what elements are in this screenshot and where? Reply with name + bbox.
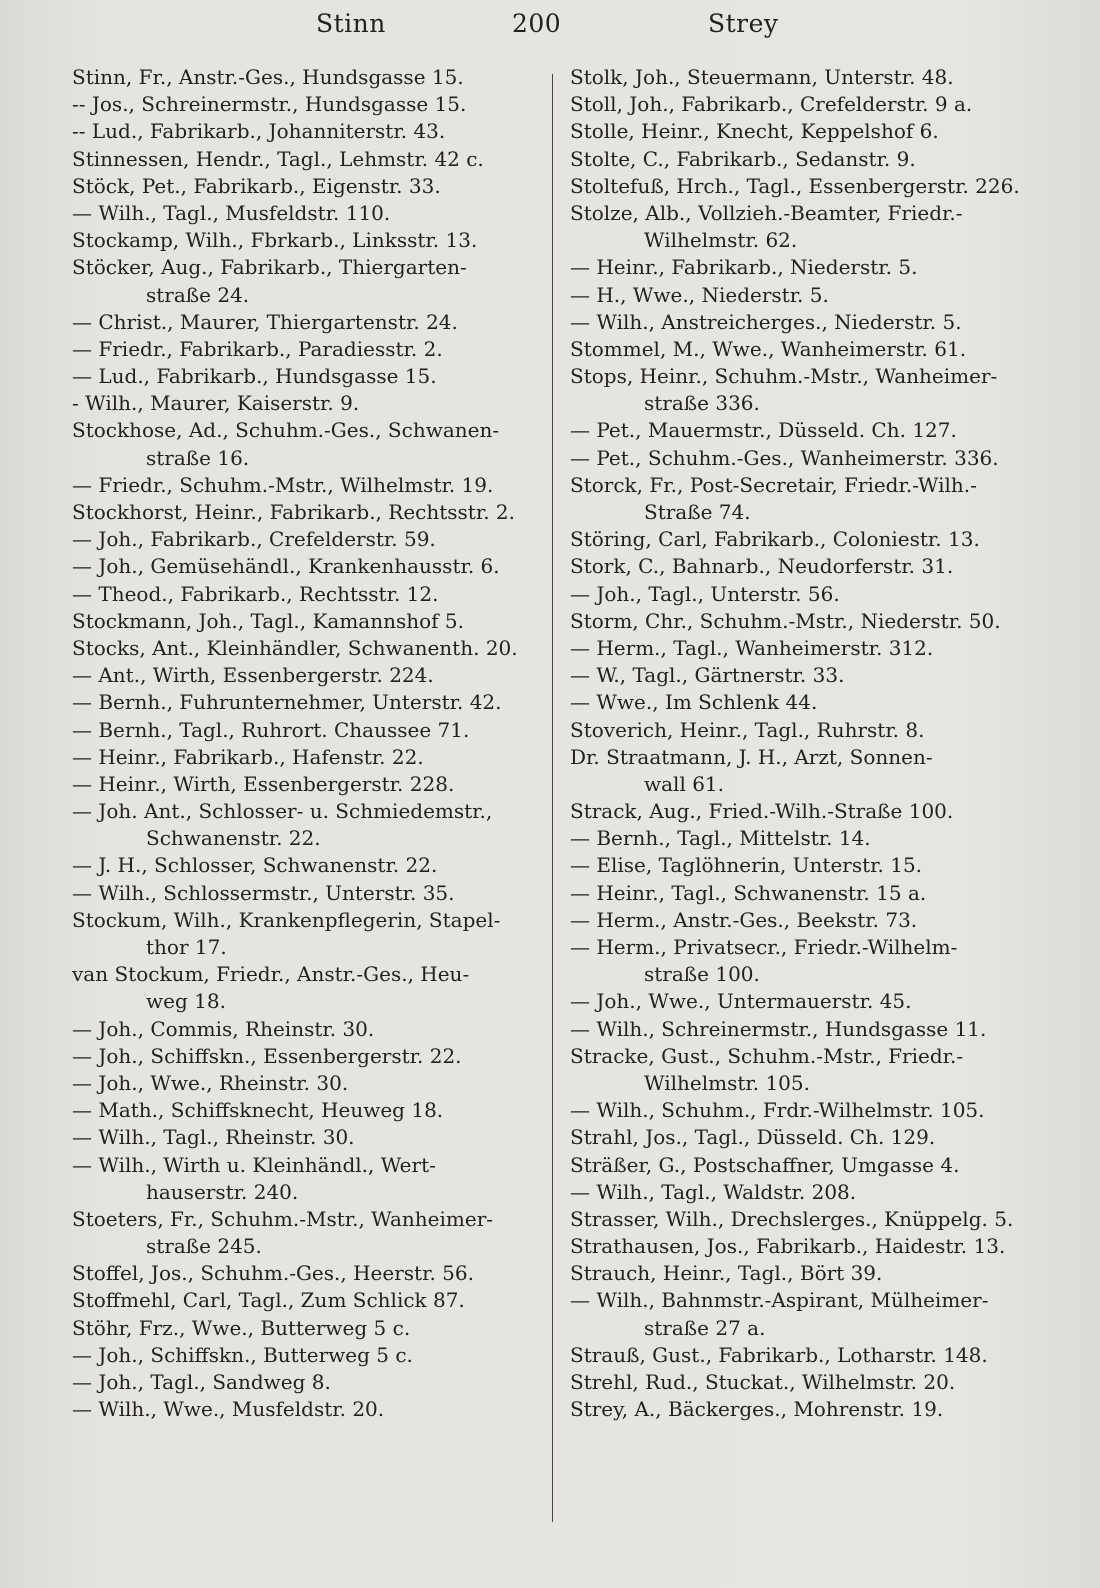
directory-entry: — Joh., Wwe., Rheinstr. 30. [72, 1070, 349, 1095]
directory-entry: Stolk, Joh., Steuermann, Unterstr. 48. [570, 65, 954, 89]
directory-entry: Strey, A., Bäckerges., Mohrenstr. 19. [570, 1397, 944, 1422]
directory-entry: — Elise, Taglöhnerin, Unterstr. 15. [570, 853, 923, 878]
directory-entry: — Christ., Maurer, Thiergartenstr. 24. [72, 309, 458, 334]
directory-entry-continuation: Schwanenstr. 22. [146, 826, 321, 851]
right-column [570, 64, 1050, 1423]
directory-entry-continuation: straße 100. [644, 962, 760, 987]
directory-entry-continuation: hauserstr. 240. [146, 1179, 299, 1204]
directory-entry: Stockhose, Ad., Schuhm.-Ges., Schwanen- [72, 418, 500, 443]
header-first-entry: Stinn [316, 9, 386, 38]
directory-entry: — Wilh., Wwe., Musfeldstr. 20. [72, 1397, 385, 1422]
directory-entry-continuation: thor 17. [146, 935, 227, 959]
directory-entry: — Lud., Fabrikarb., Hundsgasse 15. [72, 364, 437, 389]
directory-entry: — Wwe., Im Schlenk 44. [570, 690, 818, 715]
directory-entry: Stoffmehl, Carl, Tagl., Zum Schlick 87. [72, 1288, 465, 1313]
directory-entry-continuation: straße 27 a. [644, 1315, 766, 1340]
directory-entry: — H., Wwe., Niederstr. 5. [570, 282, 829, 307]
directory-entry: Stolze, Alb., Vollzieh.-Beamter, Friedr.- [570, 200, 963, 225]
directory-entry-continuation: straße 245. [146, 1234, 262, 1259]
directory-entry: — Friedr., Schuhm.-Mstr., Wilhelmstr. 19. [72, 472, 494, 497]
directory-entry: — Pet., Mauermstr., Düsseld. Ch. 127. [570, 418, 957, 443]
directory-entry: — Heinr., Wirth, Essenbergerstr. 228. [72, 771, 455, 796]
directory-entry: Strasser, Wilh., Drechslerges., Knüppelg. 5. [570, 1206, 1014, 1231]
directory-entry-continuation: Wilhelmstr. 105. [644, 1070, 810, 1095]
directory-entry: Strack, Aug., Fried.-Wilh.-Straße 100. [570, 799, 954, 824]
directory-entry: Stinn, Fr., Anstr.-Ges., Hundsgasse 15. [72, 65, 464, 89]
directory-entry: — Herm., Tagl., Wanheimerstr. 312. [570, 635, 934, 660]
directory-entry-continuation: Wilhelmstr. 62. [644, 228, 798, 253]
directory-entry: — Wilh., Bahnmstr.-Aspirant, Mülheimer- [570, 1288, 989, 1313]
directory-entry: -- Lud., Fabrikarb., Johanniterstr. 43. [72, 119, 446, 144]
directory-entry: - Wilh., Maurer, Kaiserstr. 9. [72, 391, 360, 416]
directory-entry: Storck, Fr., Post-Secretair, Friedr.-Wilh.- [570, 472, 977, 497]
directory-entry-continuation: weg 18. [146, 989, 226, 1014]
directory-entry: Stöhr, Frz., Wwe., Butterweg 5 c. [72, 1315, 411, 1340]
directory-entry: Stinnessen, Hendr., Tagl., Lehmstr. 42 c. [72, 146, 484, 171]
directory-entry: — Friedr., Fabrikarb., Paradiesstr. 2. [72, 336, 443, 361]
directory-entry: — Heinr., Tagl., Schwanenstr. 15 a. [570, 880, 927, 905]
directory-entry: Stops, Heinr., Schuhm.-Mstr., Wanheimer- [570, 364, 998, 389]
directory-entry: Stockamp, Wilh., Fbrkarb., Linksstr. 13. [72, 228, 478, 253]
directory-entry: — Bernh., Tagl., Ruhrort. Chaussee 71. [72, 717, 470, 742]
directory-entry: — W., Tagl., Gärtnerstr. 33. [570, 663, 845, 688]
directory-entry: Strathausen, Jos., Fabrikarb., Haidestr. 13. [570, 1234, 1006, 1259]
directory-entry: Strahl, Jos., Tagl., Düsseld. Ch. 129. [570, 1125, 936, 1150]
left-column [72, 64, 540, 1423]
directory-entry: — Pet., Schuhm.-Ges., Wanheimerstr. 336. [570, 445, 999, 470]
directory-entry: — Joh., Schiffskn., Essenbergerstr. 22. [72, 1043, 462, 1068]
directory-entry: — Wilh., Tagl., Rheinstr. 30. [72, 1125, 355, 1150]
directory-entry: — Joh., Tagl., Unterstr. 56. [570, 581, 840, 606]
directory-entry: — Bernh., Tagl., Mittelstr. 14. [570, 826, 871, 851]
directory-entry: — Wilh., Schlossermstr., Unterstr. 35. [72, 880, 455, 905]
directory-entry: Stolle, Heinr., Knecht, Keppelshof 6. [570, 119, 939, 144]
directory-entry: Stocks, Ant., Kleinhändler, Schwanenth. 20. [72, 635, 518, 660]
directory-entry-continuation: Straße 74. [644, 500, 751, 524]
directory-entry: — Joh., Wwe., Untermauerstr. 45. [570, 989, 912, 1014]
directory-entry: — Joh., Tagl., Sandweg 8. [72, 1370, 331, 1394]
directory-entry: Stöcker, Aug., Fabrikarb., Thiergarten- [72, 255, 467, 280]
directory-entry-continuation: straße 16. [146, 445, 250, 470]
directory-entry: — Joh., Schiffskn., Butterweg 5 c. [72, 1342, 413, 1367]
directory-entry: Stommel, M., Wwe., Wanheimerstr. 61. [570, 336, 967, 361]
directory-entry: — Joh., Commis, Rheinstr. 30. [72, 1016, 375, 1041]
directory-entry: — Heinr., Fabrikarb., Niederstr. 5. [570, 255, 918, 280]
page-number: 200 [512, 9, 562, 38]
directory-entry: — Wilh., Anstreicherges., Niederstr. 5. [570, 309, 962, 334]
directory-entry: — Herm., Anstr.-Ges., Beekstr. 73. [570, 907, 918, 932]
directory-entry: — Math., Schiffsknecht, Heuweg 18. [72, 1098, 444, 1123]
directory-entry: Stolte, C., Fabrikarb., Sedanstr. 9. [570, 146, 916, 171]
column-divider [552, 74, 553, 1522]
directory-entry: — Joh., Gemüsehändl., Krankenhausstr. 6. [72, 554, 500, 579]
directory-entry: Stockmann, Joh., Tagl., Kamannshof 5. [72, 608, 465, 633]
directory-entry: van Stockum, Friedr., Anstr.-Ges., Heu- [72, 962, 470, 987]
directory-entry: Strehl, Rud., Stuckat., Wilhelmstr. 20. [570, 1370, 956, 1394]
directory-entry: Stracke, Gust., Schuhm.-Mstr., Friedr.- [570, 1043, 964, 1068]
directory-entry: — Wilh., Wirth u. Kleinhändl., Wert- [72, 1152, 436, 1177]
directory-entry: -- Jos., Schreinermstr., Hundsgasse 15. [72, 92, 467, 117]
directory-entry: — Joh. Ant., Schlosser- u. Schmiedemstr., [72, 799, 493, 824]
directory-entry: — Joh., Fabrikarb., Crefelderstr. 59. [72, 527, 436, 552]
directory-entry: — Wilh., Schreinermstr., Hundsgasse 11. [570, 1016, 987, 1041]
directory-entry-continuation: wall 61. [644, 771, 724, 796]
directory-entry-continuation: straße 24. [146, 282, 250, 307]
directory-entry: Stöck, Pet., Fabrikarb., Eigenstr. 33. [72, 173, 441, 198]
directory-entry: Stockum, Wilh., Krankenpflegerin, Stapel- [72, 907, 501, 932]
header-last-entry: Strey [708, 9, 779, 38]
directory-entry: Stockhorst, Heinr., Fabrikarb., Rechtsstr. 2. [72, 500, 516, 524]
directory-entry-continuation: straße 336. [644, 391, 760, 416]
directory-entry: Störing, Carl, Fabrikarb., Coloniestr. 13. [570, 527, 980, 552]
directory-entry: Storm, Chr., Schuhm.-Mstr., Niederstr. 50. [570, 608, 1001, 633]
directory-entry: Strauß, Gust., Fabrikarb., Lotharstr. 148. [570, 1342, 988, 1367]
directory-entry: — Heinr., Fabrikarb., Hafenstr. 22. [72, 744, 424, 769]
directory-entry: Stork, C., Bahnarb., Neudorferstr. 31. [570, 554, 954, 579]
directory-entry: Stoffel, Jos., Schuhm.-Ges., Heerstr. 56. [72, 1261, 474, 1286]
directory-entry: Strauch, Heinr., Tagl., Bört 39. [570, 1261, 883, 1286]
directory-entry: — Ant., Wirth, Essenbergerstr. 224. [72, 663, 434, 688]
directory-entry: — Wilh., Tagl., Waldstr. 208. [570, 1179, 857, 1204]
directory-entry: Sträßer, G., Postschaffner, Umgasse 4. [570, 1152, 960, 1177]
directory-entry: Stoverich, Heinr., Tagl., Ruhrstr. 8. [570, 717, 925, 742]
directory-entry: Stoltefuß, Hrch., Tagl., Essenbergerstr. 226. [570, 173, 1020, 198]
directory-entry: Stoeters, Fr., Schuhm.-Mstr., Wanheimer- [72, 1206, 494, 1231]
directory-entry: Stoll, Joh., Fabrikarb., Crefelderstr. 9 a. [570, 92, 973, 117]
directory-entry: — Wilh., Schuhm., Frdr.-Wilhelmstr. 105. [570, 1098, 985, 1123]
page-header [0, 4, 1100, 44]
directory-entry: — J. H., Schlosser, Schwanenstr. 22. [72, 853, 438, 878]
directory-entry: — Herm., Privatsecr., Friedr.-Wilhelm- [570, 935, 958, 959]
directory-entry: — Bernh., Fuhrunternehmer, Unterstr. 42. [72, 690, 502, 715]
directory-entry: — Theod., Fabrikarb., Rechtsstr. 12. [72, 581, 439, 606]
directory-entry: — Wilh., Tagl., Musfeldstr. 110. [72, 200, 391, 225]
directory-entry: Dr. Straatmann, J. H., Arzt, Sonnen- [570, 744, 933, 769]
